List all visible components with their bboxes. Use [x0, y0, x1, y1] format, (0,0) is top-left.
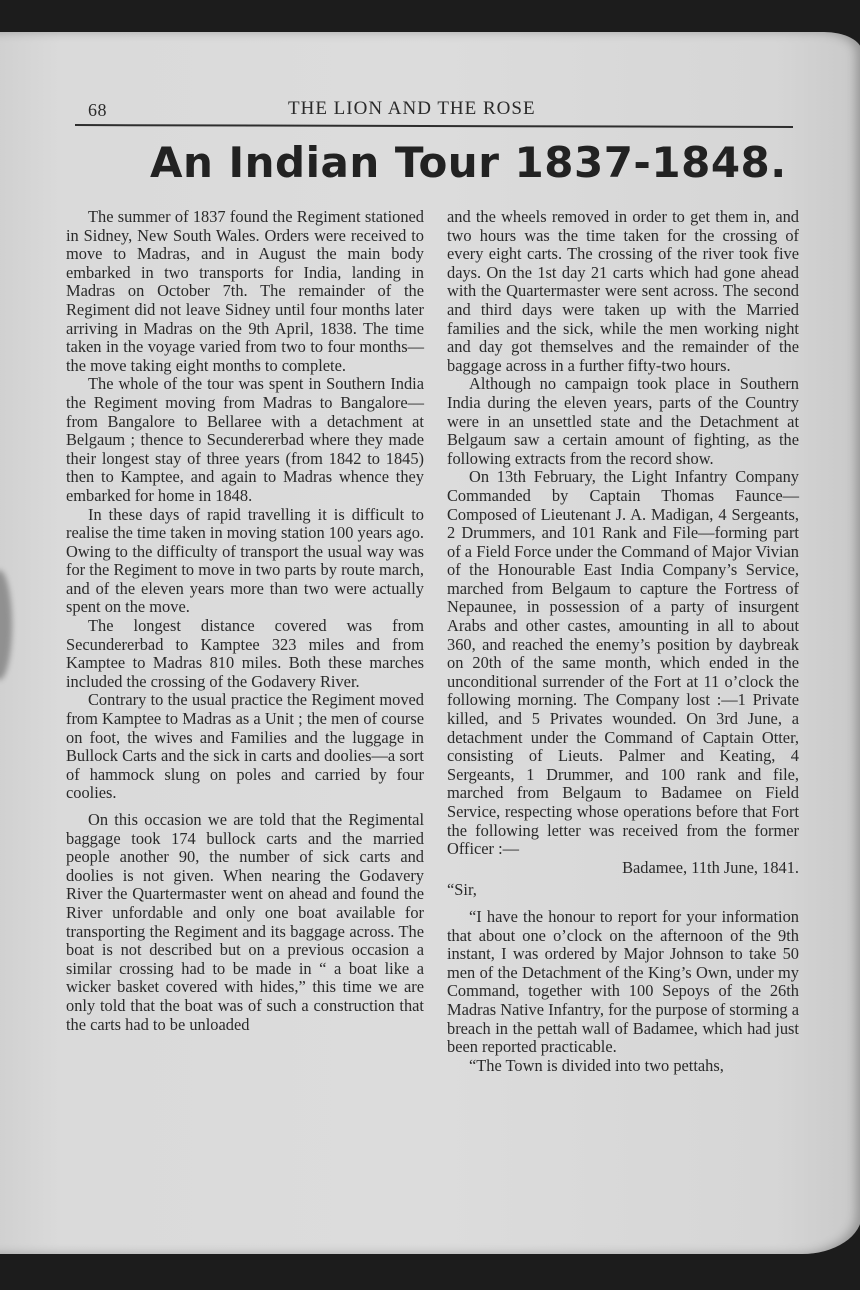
letter-paragraph: “The Town is divided into two pettahs,	[469, 1055, 724, 1075]
journal-title: THE LION AND THE ROSE	[288, 98, 536, 119]
paragraph: On this occasion we are told that the Regimental baggage took 174 bullock carts and the married people another 90, the number of sick carts and doolies is not given. When nearing the Godavery River the Quartermaster went on ahead and found the River unfordable and only one boat available for transporting the Regiment and its baggage across. The boat is not described but on a previous occasion a similar crossing had to be made in “ a boat like a wicker basket covered with hides,” this time we are only told that the boat was of such a construction that the carts had to be unloaded	[66, 810, 424, 1034]
right-column	[447, 208, 799, 1075]
paragraph: and the wheels removed in order to get them in, and two hours was the time taken for the crossing of every eight carts. The crossing of the river took five days. On the 1st day 21 carts which had gone ahead with the Quartermaster were sent across. The second and third days were taken up with the Married families and the sick, while the men working night and day got themselves and the remainder of the baggage across in a further fifty-two hours.	[447, 207, 799, 375]
letter-dateline: Badamee, 11th June, 1841.	[622, 857, 799, 877]
paragraph: Although no campaign took place in Southern India during the eleven years, parts of the Country were in an unsettled state and the Detachment at Belgaum saw a certain amount of fighting, as the following extracts from the record show.	[447, 374, 799, 468]
page-number: 68	[88, 100, 107, 120]
paragraph: On 13th February, the Light Infantry Company Commanded by Captain Thomas Faunce—Composed of Lieutenant J. A. Madigan, 4 Sergeants, 2 Drummers, and 101 Rank and File—forming part of a Field Force under the Command of Major Vivian of the Honourable East India Company’s Service, marched from Belgaum to capture the Fortress of Nepaunee, in possession of a party of insurgent Arabs and other castes, amounting in all to about 360, and reached the enemy’s position by daybreak on 20th of the same month, which ended in the unconditional surrender of the Fort at 11 o’clock the following morning. The Company lost :—1 Private killed, and 5 Privates wounded. On 3rd June, a detachment under the Command of Captain Otter, consisting of Lieuts. Palmer and Keating, 4 Sergeants, 1 Drummer, and 100 rank and file, marched from Belgaum to Badamee on Field Service, respecting whose operations before that Fort the following letter was received from the former Officer :—	[447, 467, 799, 859]
paragraph: The longest distance covered was from Secundererbad to Kamptee 323 miles and from Kamptee to Madras 810 miles. Both these marches included the crossing of the Godavery River.	[66, 616, 424, 691]
letter-salutation: “Sir,	[447, 880, 477, 900]
letter-paragraph: “I have the honour to report for your information that about one o’clock on the afternoon of the 9th instant, I was ordered by Major Johnson to take 50 men of the Detachment of the King’s Own, under my Command, together with 100 Sepoys of the 26th Madras Native Infantry, for the purpose of storming a breach in the pettah wall of Badamee, which had just been reported practicable.	[447, 906, 799, 1057]
article-title: An Indian Tour 1837-1848.	[150, 138, 787, 187]
running-head	[88, 98, 788, 122]
paragraph: In these days of rapid travelling it is difficult to realise the time taken in moving station 100 years ago. Owing to the difficulty of transport the usual way was for the Regiment to move in two parts by route march, and of the eleven years more than two were actually spent on the move.	[66, 504, 424, 617]
paragraph: Contrary to the usual practice the Regiment moved from Kamptee to Madras as a Unit ; the men of course on foot, the wives and Families and the luggage in Bullock Carts and the sick in carts and doolies—a sort of hammock slung on poles and carried by four coolies.	[66, 690, 424, 803]
paragraph: The summer of 1837 found the Regiment stationed in Sidney, New South Wales. Orders were received to move to Madras, and in August the main body embarked in two transports for India, landing in Madras on October 7th. The remainder of the Regiment did not leave Sidney until four months later arriving in Madras on the 9th April, 1838. The time taken in the voyage varied from two to four months—the move taking eight months to complete.	[66, 207, 424, 375]
paragraph: The whole of the tour was spent in Southern India the Regiment moving from Madras to Bangalore—from Bangalore to Bellaree with a detachment at Belgaum ; thence to Secundererbad where they made their longest stay of three years (from 1842 to 1845) then to Kamptee, and again to Madras whence they embarked for home in 1848.	[66, 374, 424, 505]
left-column	[66, 208, 424, 1034]
